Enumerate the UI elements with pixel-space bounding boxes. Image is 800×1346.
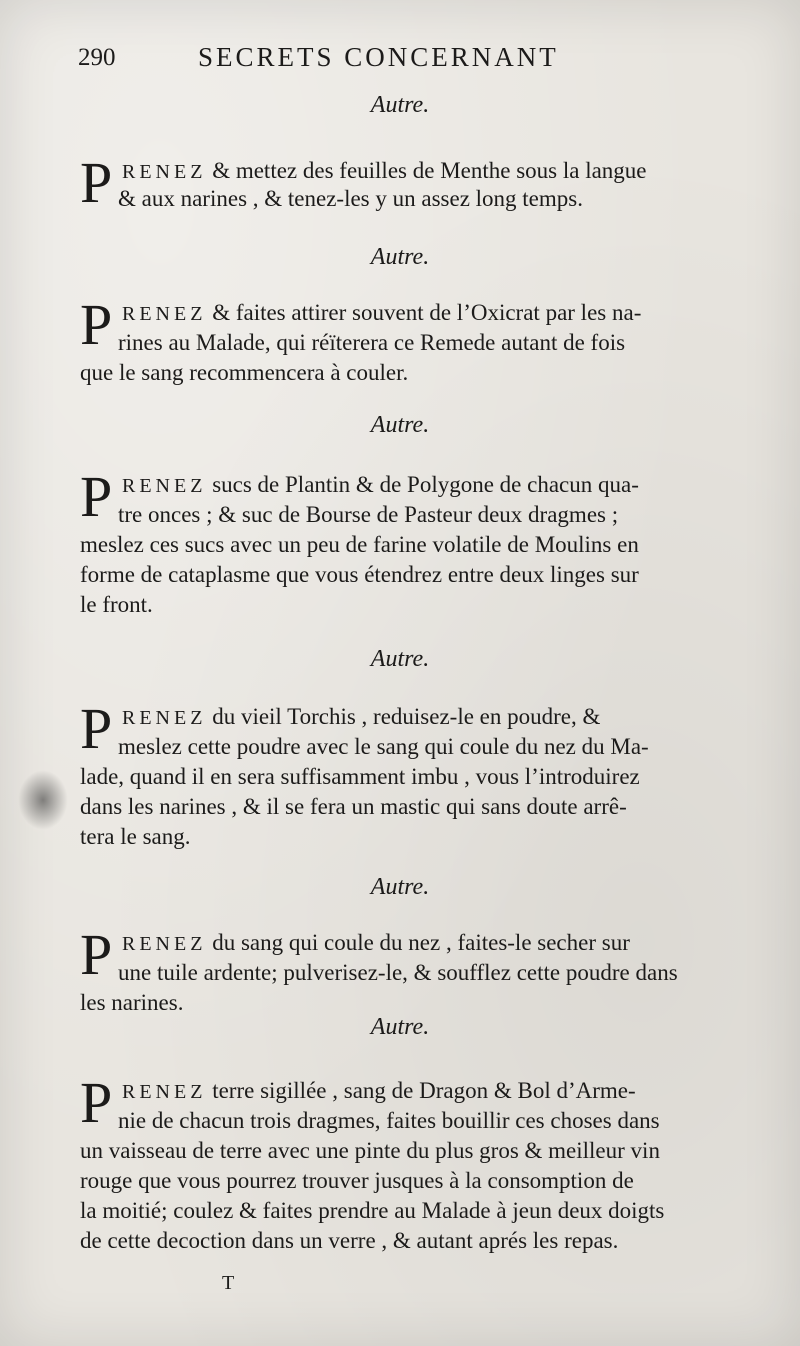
running-head: SECRETS CONCERNANT [198,42,559,72]
text-line: RENEZ du vieil Torchis , reduisez-le en poudre, & [122,704,601,729]
section-heading: Autre. [370,1014,430,1040]
text-line: que le sang recommencera à couler. [80,360,409,385]
section-heading: Autre. [370,244,430,270]
text-line: rines au Malade, qui réïterera ce Remede autant de fois [118,330,626,355]
paragraph [80,1070,756,1256]
drop-cap: P [80,1070,113,1135]
section-heading: Autre. [370,646,430,672]
paragraph [80,150,756,216]
text-line: forme de cataplasme que vous étendrez entre deux linges sur [80,562,639,587]
text-line: rouge que vous pourrez trouver jusques à la consomption de [80,1168,634,1193]
text-line: tre onces ; & suc de Bourse de Pasteur deux dragmes ; [118,502,619,527]
drop-cap: P [80,150,113,215]
text-line: la moitié; coulez & faites prendre au Malade à jeun deux doigts [80,1198,665,1223]
section-heading: Autre. [370,412,430,438]
drop-cap: P [80,292,113,357]
ink-smudge [18,770,68,830]
paragraph [80,464,756,620]
paragraph [80,292,756,388]
text-line: le front. [80,592,153,617]
text-line: & aux narines , & tenez-les y un assez long temps. [118,186,583,211]
paragraph [80,922,756,1018]
section-heading: Autre. [370,92,430,118]
text-line: RENEZ & faites attirer souvent de l’Oxicrat par les na- [122,300,642,325]
page-header [78,40,638,76]
text-line: RENEZ sucs de Plantin & de Polygone de chacun qua- [122,472,639,497]
text-line: RENEZ & mettez des feuilles de Menthe sous la langue [122,158,647,183]
text-line: RENEZ terre sigillée , sang de Dragon & Bol d’Arme- [122,1078,636,1103]
text-line: dans les narines , & il se fera un mastic qui sans doute arrê- [80,794,627,819]
text-line: de cette decoction dans un verre , & autant aprés les repas. [80,1228,619,1253]
drop-cap: P [80,464,113,529]
text-line: lade, quand il en sera suffisamment imbu , vous l’introduirez [80,764,640,789]
page-number: 290 [78,44,116,71]
text-line: un vaisseau de terre avec une pinte du plus gros & meilleur vin [80,1138,660,1163]
text-line: les narines. [80,990,184,1015]
drop-cap: P [80,922,113,987]
text-line: meslez ces sucs avec un peu de farine volatile de Moulins en [80,532,639,557]
paragraph [80,696,756,852]
text-line: une tuile ardente; pulverisez-le, & soufflez cette poudre dans [118,960,678,985]
text-line: tera le sang. [80,824,191,849]
section-heading: Autre. [370,874,430,900]
text-line: RENEZ du sang qui coule du nez , faites-le secher sur [122,930,630,955]
text-line: nie de chacun trois dragmes, faites bouillir ces choses dans [118,1108,660,1133]
drop-cap: P [80,696,113,761]
signature-mark: T [222,1272,235,1294]
text-line: meslez cette poudre avec le sang qui coule du nez du Ma- [118,734,649,759]
